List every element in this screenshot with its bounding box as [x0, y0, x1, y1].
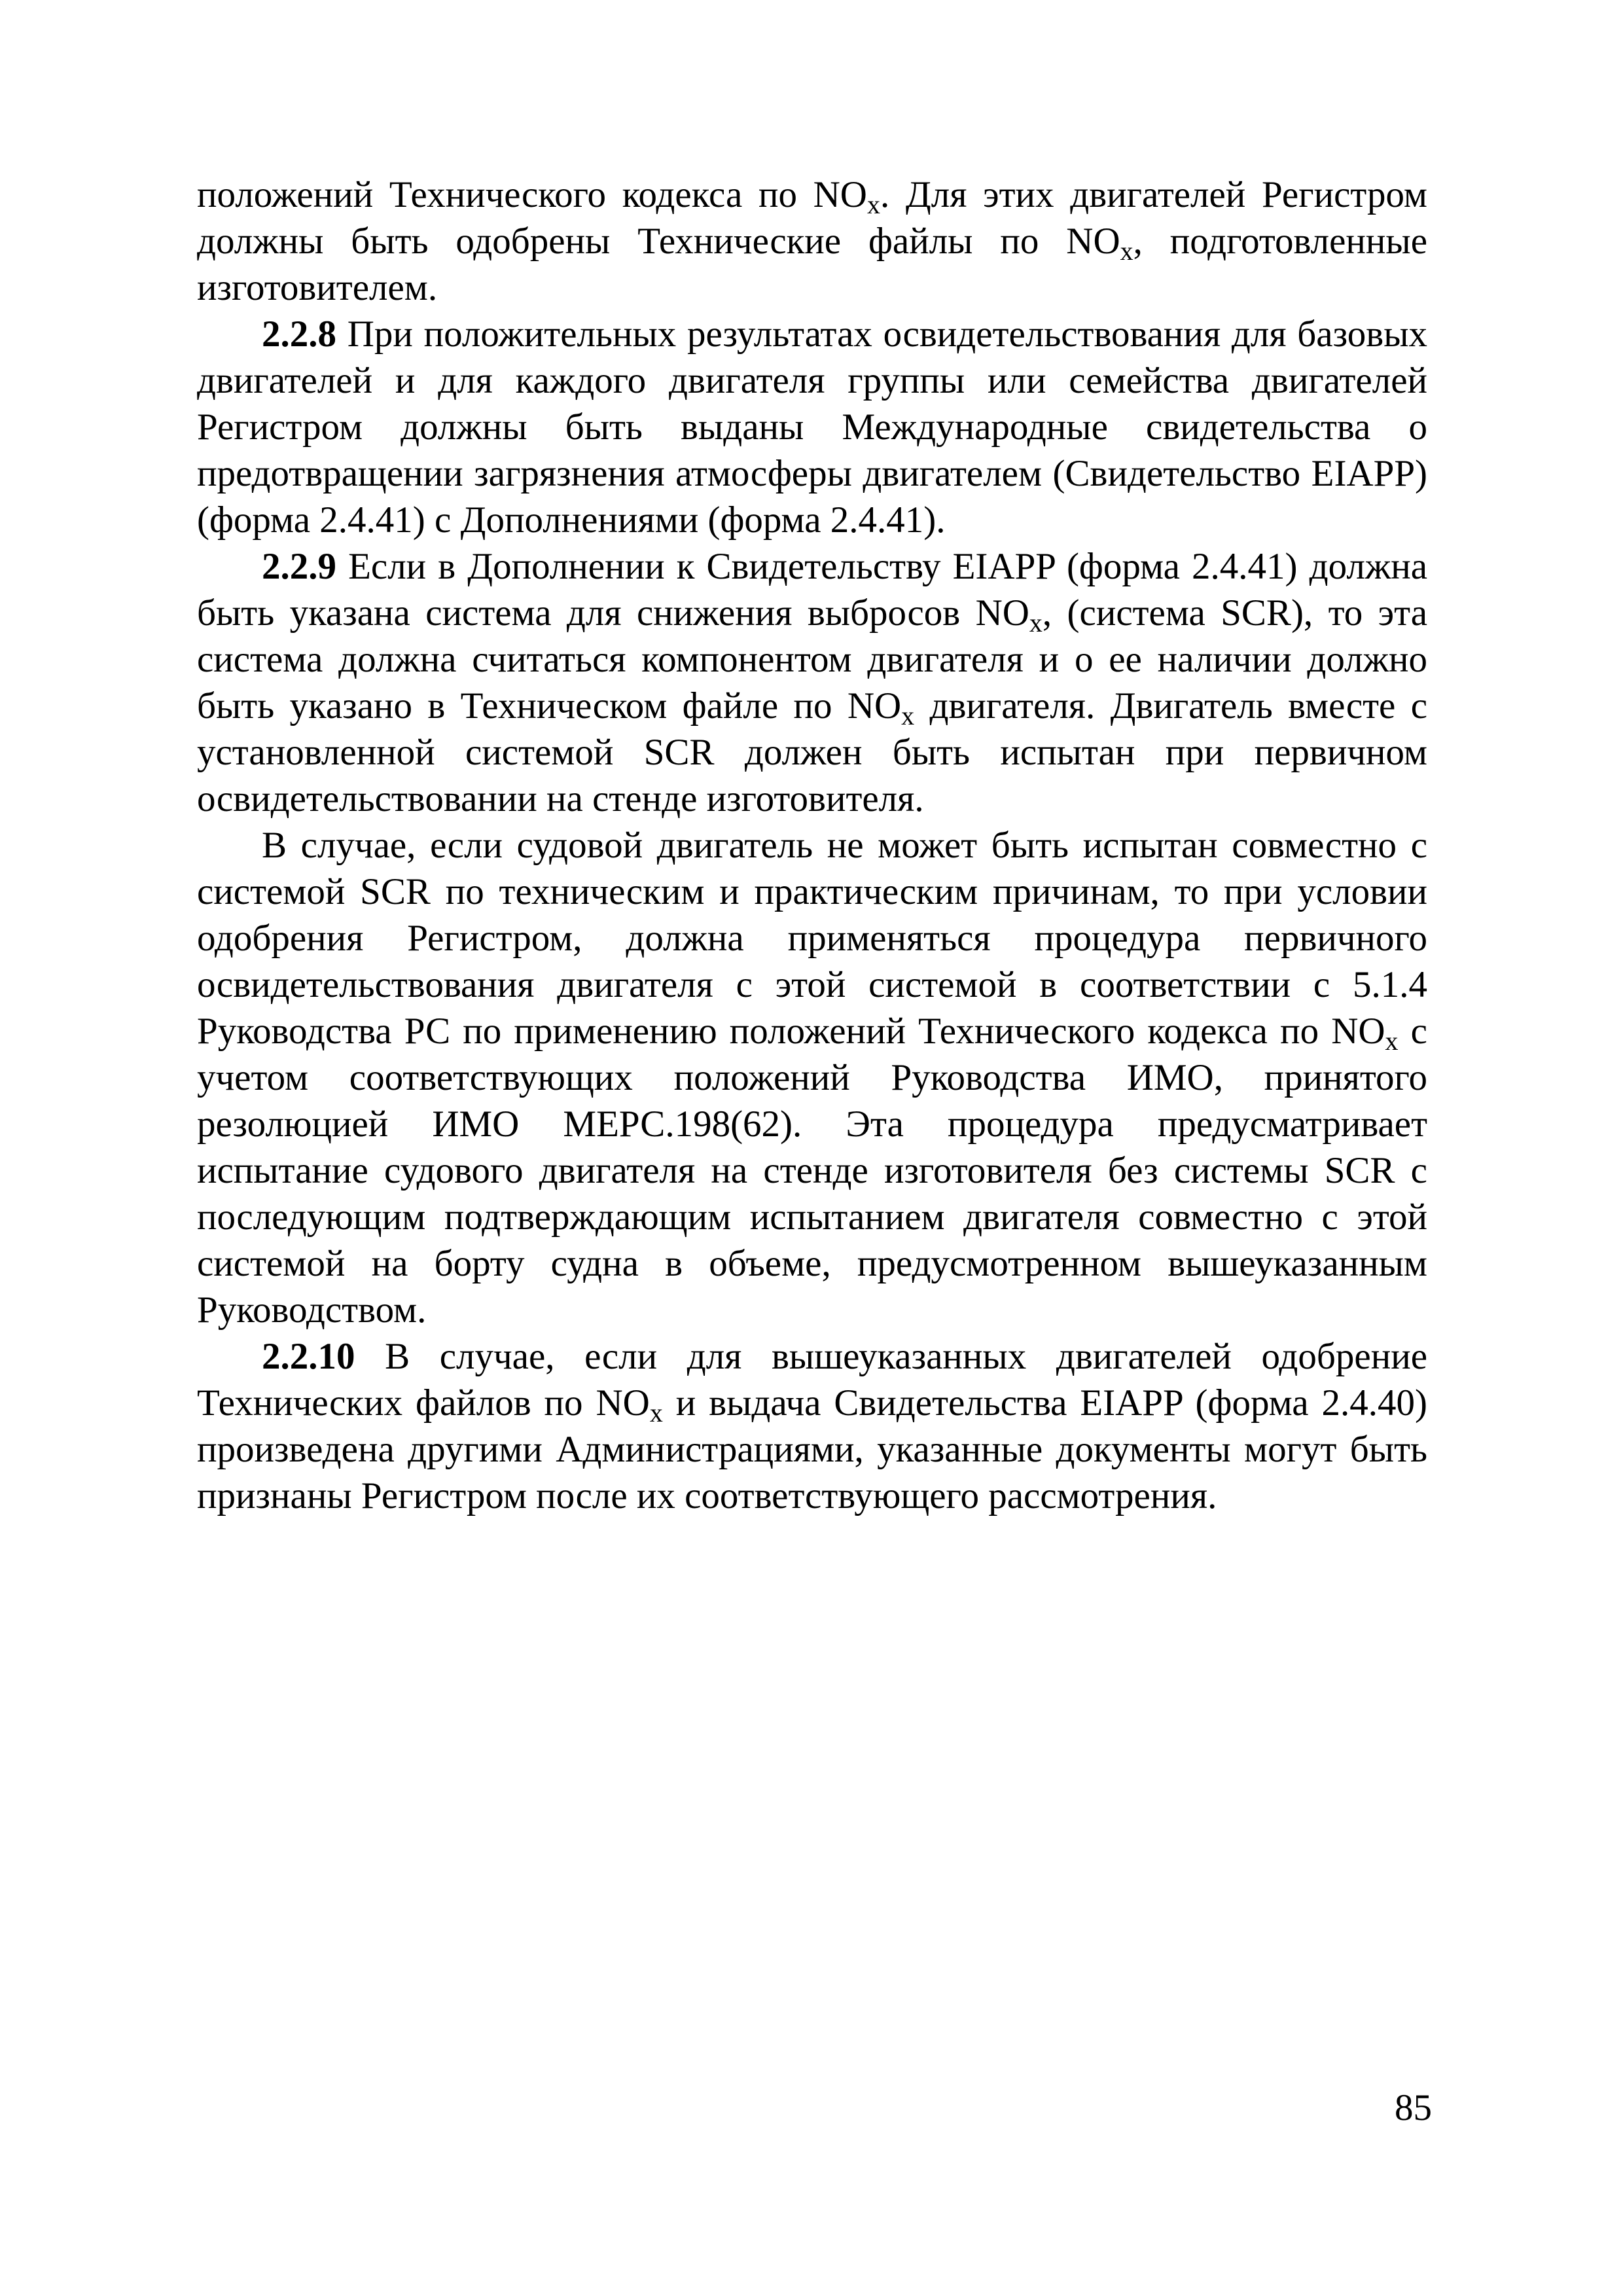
subscript-x: x: [866, 190, 880, 219]
document-body: [197, 171, 1427, 1519]
clause-number: 2.2.10: [262, 1336, 355, 1377]
paragraph-2-2-8: 2.2.8 При положительных результатах освидетельствования для базовых двигателей и для каждого двигателя группы или семейства двигателей Регистром должны быть выданы Международные свидетельства о предотвращении загрязнения атмосферы двигателем (Свидетельство EIAPP) (форма 2.4.41) с Дополнениями (форма 2.4.41).: [197, 314, 1427, 541]
subscript-x: x: [1029, 608, 1043, 637]
paragraph-scr-case: В случае, если судовой двигатель не может быть испытан совместно с системой SCR по техническим и практическим причинам, то при условии одобрения Регистром, должна применяться процедура первичного освидетельствования двигателя с этой системой в соответствии с 5.1.4 Руководства РС по применению положений Технического кодекса по $NO_x$ с учетом соответствующих положений Руководства ИМО, принятого резолюцией ИМО МЕРС.198(62). Эта процедура предусматривает испытание судового двигателя на стенде изготовителя без системы SCR с последующим подтверждающим испытанием двигателя совместно с этой системой на борту судна в объеме, предусмотренном вышеуказанным Руководством.: [197, 825, 1427, 1331]
paragraph-2-2-9: 2.2.9 Если в Дополнении к Свидетельству EIAPP (форма 2.4.41) должна быть указана система для снижения выбросов $NO_x$, (система SCR), то эта система должна считаться компонентом двигателя и о ее наличии должно быть указано в Техническом файле по $NO_x$ двигателя. Двигатель вместе с установленной системой SCR должен быть испытан при первичном освидетельствовании на стенде изготовителя.: [197, 546, 1427, 819]
clause-number: 2.2.9: [262, 546, 336, 587]
paragraph-continuation: положений Технического кодекса по $NO_x$. Для этих двигателей Регистром должны быть одобрены Технические файлы по $NO_x$, подготовленные изготовителем.: [197, 174, 1427, 308]
paragraph-2-2-10: 2.2.10 В случае, если для вышеуказанных двигателей одобрение Технических файлов по $NO_x$ и выдача Свидетельства EIAPP (форма 2.4.40) произведена другими Администрациями, указанные документы могут быть признаны Регистром после их соответствующего рассмотрения.: [197, 1336, 1427, 1516]
subscript-x: x: [649, 1398, 663, 1427]
subscript-x: x: [1385, 1026, 1399, 1056]
subscript-x: x: [901, 701, 915, 730]
page-number: 85: [1395, 2087, 1432, 2128]
subscript-x: x: [1120, 236, 1133, 266]
clause-number: 2.2.8: [262, 314, 336, 355]
